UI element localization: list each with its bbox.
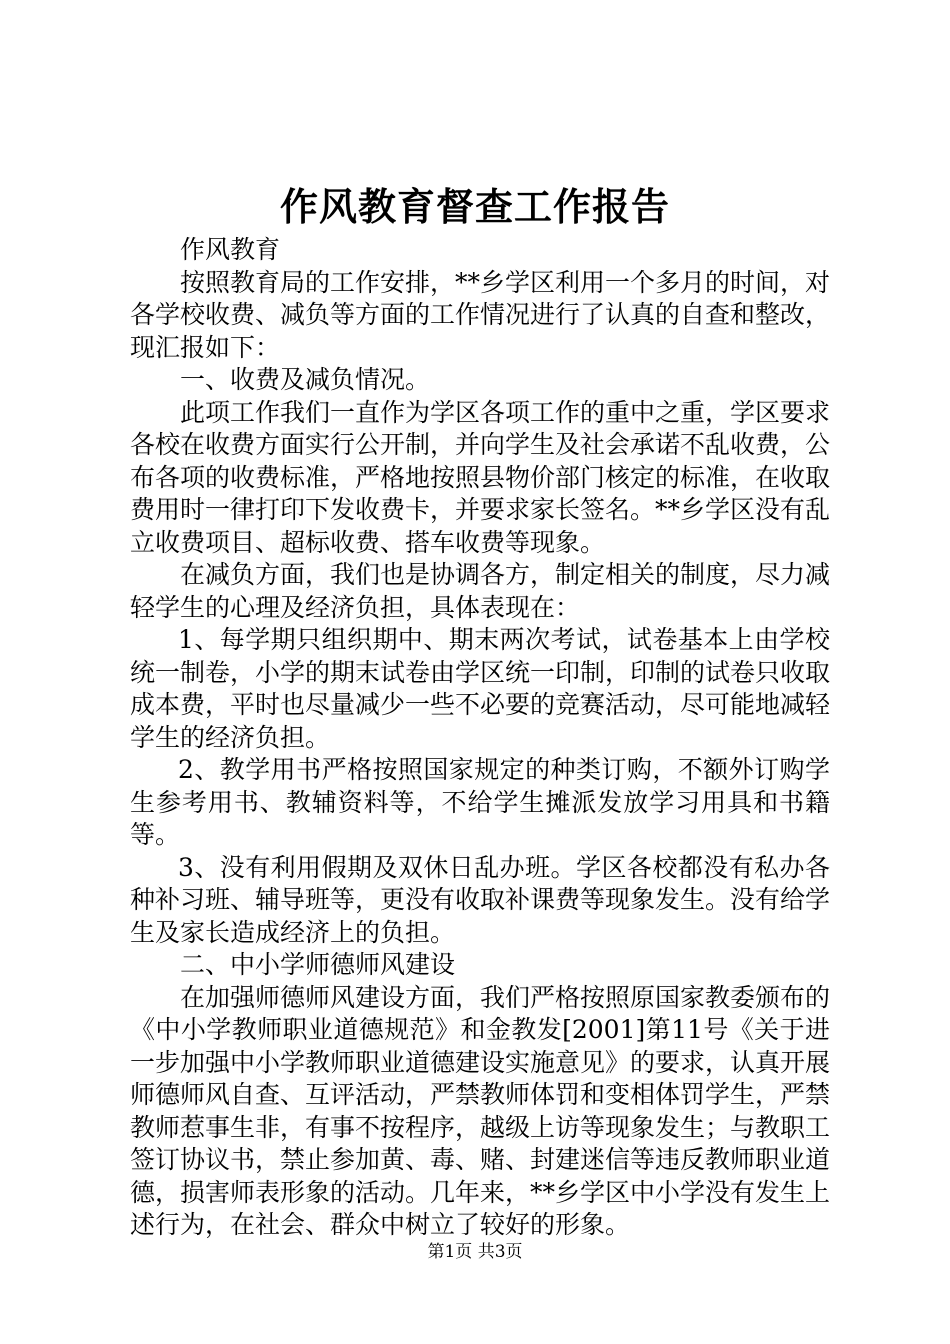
list-item-exams: 1、每学期只组织期中、期末两次考试，试卷基本上由学校统一制卷，小学的期末试卷由学区统一印制，印制的试卷只收取成本费，平时也尽量减少一些不必要的竞赛活动，尽可能地减轻学生的经济负担。 (130, 625, 831, 752)
list-item-textbooks: 2、教学用书严格按照国家规定的种类订购，不额外订购学生参考用书、教辅资料等，不给学生摊派发放学习用具和书籍等。 (130, 755, 830, 849)
paragraph-ethics: 在加强师德师风建设方面，我们严格按照原国家教委颁布的《中小学教师职业道德规范》和金教发[2001]第11号《关于进一步加强中小学教师职业道德建设实施意见》的要求，认真开展师德师风自查、互评活动，严禁教师体罚和变相体罚学生，严禁教师惹事生非，有事不按程序，越级上访等现象发生；与教职工签订协议书，禁止参加黄、毒、赌、封建迷信等违反教师职业道德，损害师表形象的活动。几年来，**乡学区中小学没有发生上述行为，在社会、群众中树立了较好的形象。 (130, 982, 831, 1239)
document-body (130, 234, 830, 1242)
page-title: 作风教育督查工作报告 (279, 184, 670, 229)
list-item-classes: 3、没有利用假期及双休日乱办班。学区各校都没有私办各种补习班、辅导班等，更没有收取补课费等现象发生。没有给学生及家长造成经济上的负担。 (130, 852, 831, 947)
paragraph-fees: 此项工作我们一直作为学区各项工作的重中之重，学区要求各校在收费方面实行公开制，并向学生及社会承诺不乱收费，公布各项的收费标准，严格地按照县物价部门核定的标准，在收取费用时一律打印下发收费卡，并要求家长签名。**乡学区没有乱立收费项目、超标收费、搭车收费等现象。 (130, 397, 831, 557)
paragraph-intro: 按照教育局的工作安排，**乡学区利用一个多月的时间，对各学校收费、减负等方面的工作情况进行了认真的自查和整改，现汇报如下： (130, 267, 831, 362)
paragraph-burden-reduction: 在减负方面，我们也是协调各方，制定相关的制度，尽力减轻学生的心理及经济负担，具体表现在： (130, 560, 831, 622)
page-footer: 第1页 共3页 (427, 1242, 523, 1262)
section-heading-fees: 一、收费及减负情况。 (180, 365, 431, 394)
section-heading-ethics: 二、中小学师德师风建设 (180, 950, 456, 979)
paragraph-subtitle: 作风教育 (180, 235, 281, 264)
